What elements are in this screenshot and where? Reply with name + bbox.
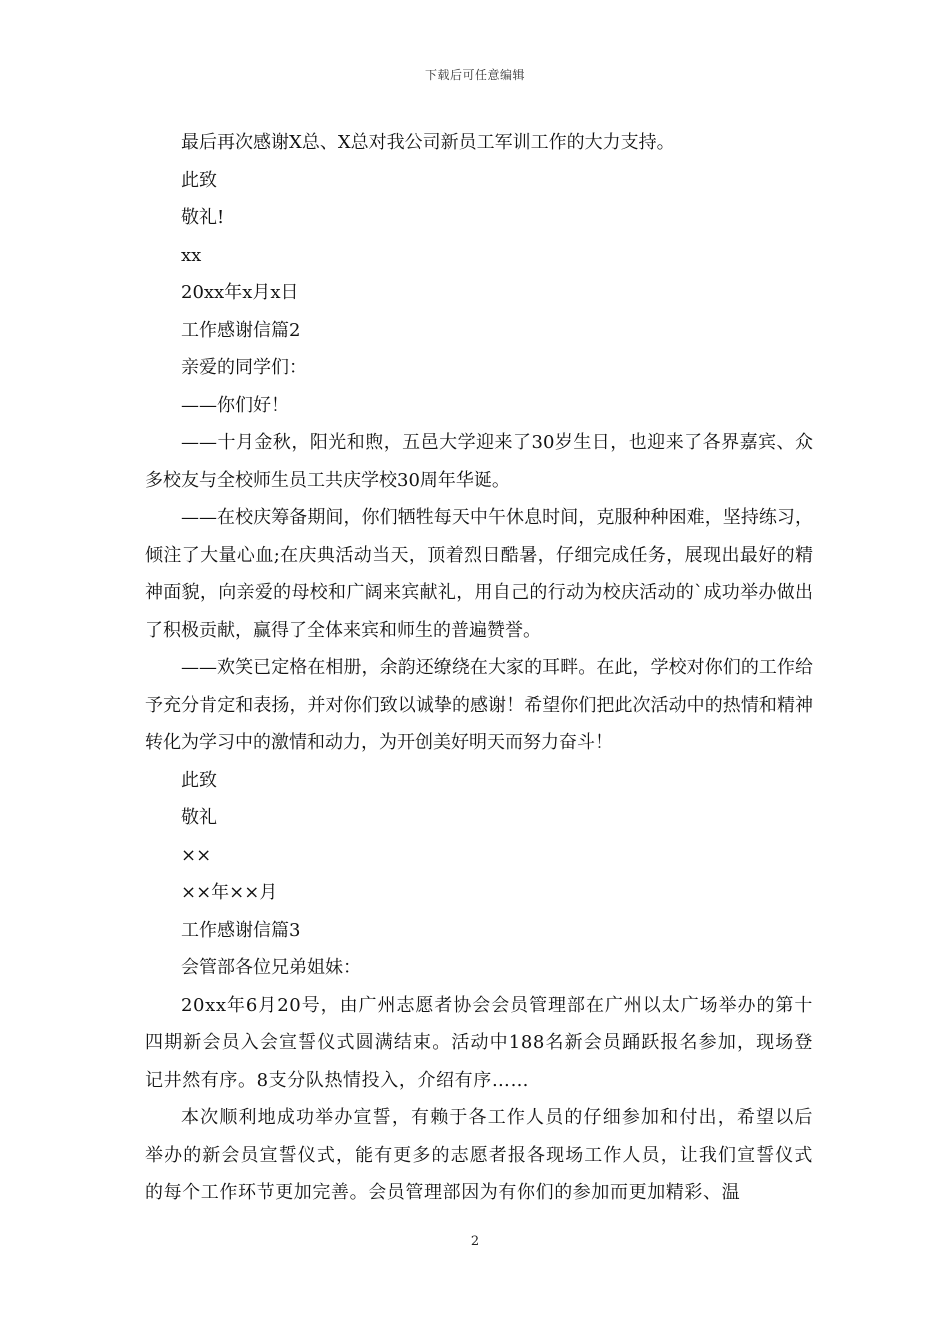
section-title-letter-3: 工作感谢信篇3 [181, 919, 301, 941]
letter-2-hello: ——你们好！ [181, 394, 289, 416]
letter-2-signature-name: ×× [181, 844, 212, 866]
letter-2-salutation-cizhi: 此致 [181, 769, 217, 791]
letter-3-paragraph-thanks: 本次顺利地成功举办宣誓，有赖于各工作人员的仔细参加和付出，希望以后举办的新会员宣誓仪式，能有更多的志愿者报各现场工作人员，让我们宣誓仪式的每个工作环节更加完善。会员管理部因为有你们的参加而更加精彩、温 [145, 1107, 813, 1203]
letter-2-paragraph-thanks: ——欢笑已定格在相册，余韵还缭绕在大家的耳畔。在此，学校对你们的工作给予充分肯定和表扬，并对你们致以诚挚的感谢！希望你们把此次活动中的热情和精神转化为学习中的激情和动力，为开创美好明天而努力奋斗！ [145, 657, 813, 753]
salutation-cizhi: 此致 [181, 169, 217, 191]
salutation-jingli: 敬礼! [181, 207, 225, 228]
section-title-letter-2: 工作感谢信篇2 [181, 319, 301, 341]
document-body [145, 124, 813, 1212]
letter-3-greeting: 会管部各位兄弟姐妹： [181, 957, 361, 978]
page-number: 2 [470, 1234, 480, 1249]
letter-2-paragraph-preparation: ——在校庆筹备期间，你们牺牲每天中午休息时间，克服种种困难，坚持练习，倾注了大量心血;在庆典活动当天，顶着烈日酷暑，仔细完成任务，展现出最好的精神面貌，向亲爱的母校和广阔来宾献礼，用自己的行动为校庆活动的`成功举办做出了积极贡献，赢得了全体来宾和师生的普遍赞誉。 [145, 507, 813, 641]
closing-thanks-paragraph: 最后再次感谢X总、X总对我公司新员工军训工作的大力支持。 [181, 132, 675, 153]
page-header-note: 下载后可任意编辑 [424, 68, 525, 82]
letter-2-paragraph-anniversary: ——十月金秋，阳光和煦，五邑大学迎来了30岁生日，也迎来了各界嘉宾、众多校友与全校师生员工共庆学校30周年华诞。 [145, 432, 813, 491]
letter-2-salutation-jingli: 敬礼 [181, 807, 217, 828]
signature-name: xx [181, 244, 202, 266]
letter-2-signature-date: ××年××月 [181, 882, 278, 903]
letter-2-greeting: 亲爱的同学们： [181, 357, 307, 378]
signature-date: 20xx年x月x日 [181, 282, 299, 303]
letter-3-paragraph-ceremony: 20xx年6月20号，由广州志愿者协会会员管理部在广州以太广场举办的第十四期新会员入会宣誓仪式圆满结束。活动中188名新会员踊跃报名参加，现场登记井然有序。8支分队热情投入，介绍有序…… [145, 994, 813, 1091]
